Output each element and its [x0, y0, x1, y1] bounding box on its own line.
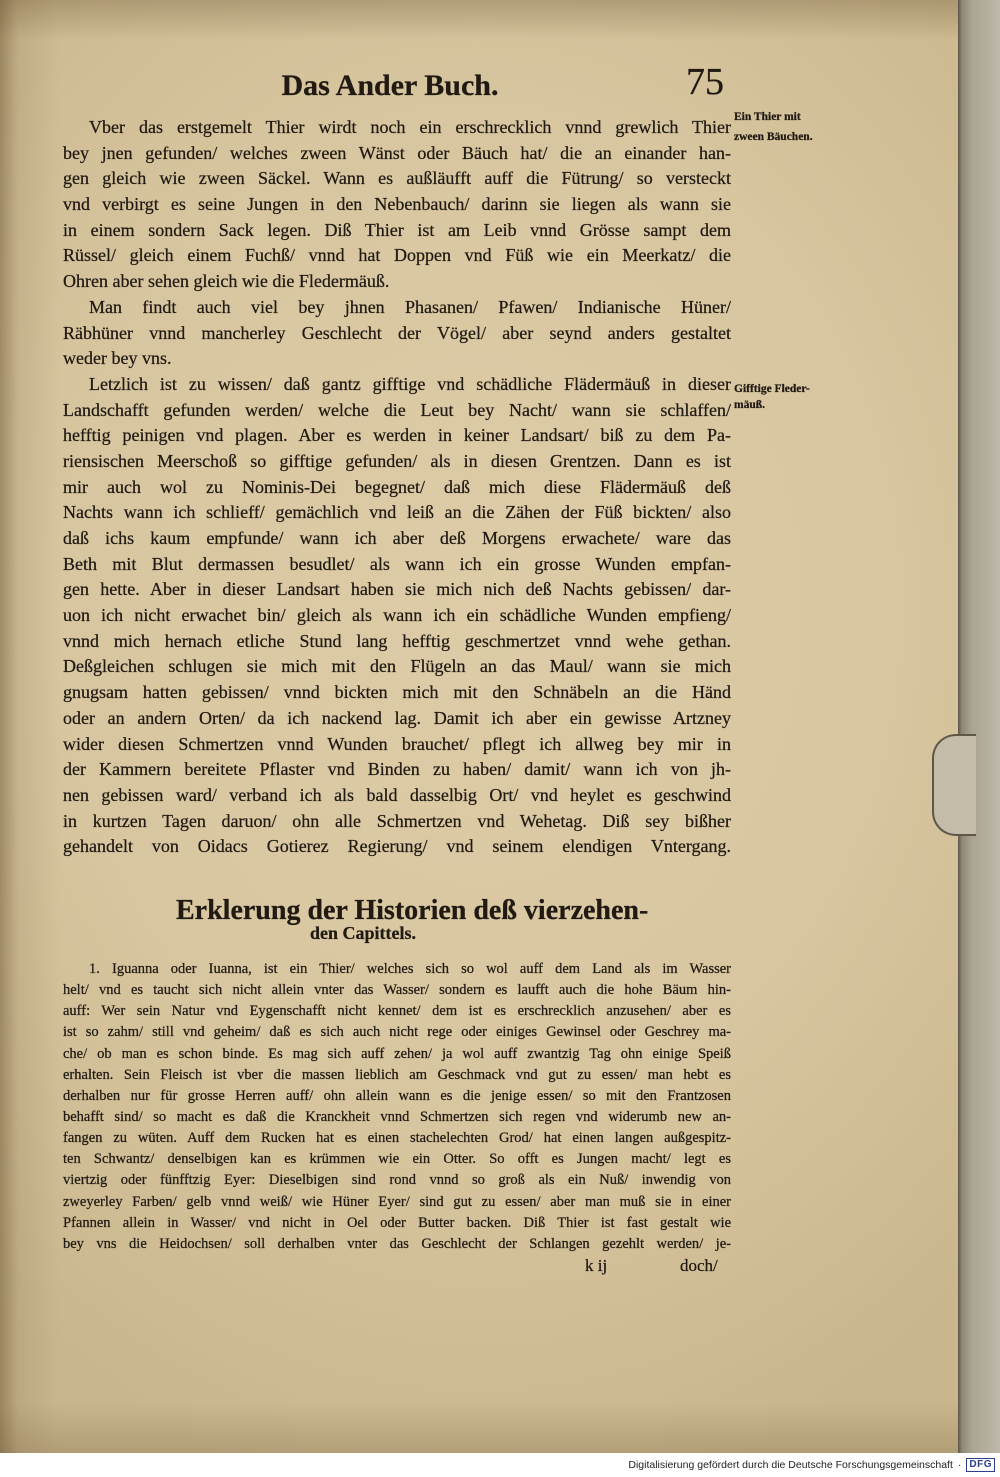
text-line: Letzlich ist zu wissen/ daß gantz gifftige vnd schädliche Flädermäuß in dieser [89, 373, 731, 394]
text-line: wider diesen Schmertzen vnnd Wunden brauchet/ pflegt ich allweg bey mir in [63, 733, 731, 754]
signature-mark: k ij [585, 1256, 608, 1275]
text-line: hefftig peinigen vnd plagen. Aber es werden in keiner Landsart/ biß zu dem Pa- [63, 425, 731, 446]
running-title: Das Ander Buch. [281, 69, 499, 102]
commentary-line: che/ ob man es schon binde. Es mag sich auff zehen/ ja wol auff zwantzig Tag ohn einige Speiß [63, 1045, 731, 1062]
commentary-line: ist so zahm/ still vnd geheim/ daß es sich auch nicht rege oder einiges Gewinsel oder Geschrey ma- [63, 1024, 731, 1041]
commentary-line: helt/ vnd es taucht sich nicht allein vnter das Wasser/ sondern es laufft auch die hohe Bäum hin- [63, 982, 731, 999]
marginal-note-line: zween Bäuchen. [734, 131, 813, 143]
page-number: 75 [686, 61, 724, 103]
commentary-line: zweyerley Farben/ gelb vnnd weiß/ wie Hüner Eyer/ sind gut zu essen/ aber man muß sie in einer [63, 1193, 731, 1210]
dfg-logo: DFG [966, 1458, 995, 1472]
text-line: der Kammern bereitete Pflaster vnd Binden zu haben/ damit/ wann ich von jh- [63, 759, 731, 780]
text-line: in kurtzen Tagen daruon/ ohn alle Schmertzen vnd Wehetag. Diß sey bißher [63, 810, 731, 831]
text-line: Vber das erstgemelt Thier wirdt noch ein erschrecklich vnnd grewlich Thier [89, 117, 731, 137]
text-line: Man findt auch viel bey jhnen Phasanen/ Pfawen/ Indianische Hüner/ [89, 296, 731, 317]
text-line: Rüssel/ gleich einem Fuchß/ vnnd hat Doppen vnd Füß wie ein Meerkatz/ die [63, 245, 731, 266]
marginal-note-line: Ein Thier mit [734, 111, 801, 123]
marginal-note [734, 381, 810, 413]
text-line: riensischen Meerschoß so gifftige gefunden/ als in diesen Grentzen. Dann es ist [63, 450, 731, 471]
marginal-note-line: Gifftige Fleder- [734, 383, 810, 395]
text-line: gen hette. Aber in dieser Landsart haben sie mich nich deß Nachts gebissen/ dar- [63, 579, 731, 600]
marginal-note-line: mäuß. [734, 399, 765, 411]
text-line: Ohren aber sehen gleich wie die Fledermäuß. [63, 271, 390, 292]
text-line: gehandelt von Oidacs Gotierez Regierung/ vnd seinem elendigen Vntergang. [63, 836, 731, 857]
marginal-note [734, 107, 813, 147]
text-line: in einem sondern Sack legen. Diß Thier ist am Leib vnnd Grösse sampt dem [63, 219, 731, 240]
text-line: gnugsam hatten gebissen/ vnnd bickten mich mit den Schnäbeln an die Händ [63, 682, 731, 703]
text-line: Landschafft gefunden werden/ welche die Leut bey Nacht/ wann sie schlaffen/ [63, 399, 731, 420]
text-line: uon ich nicht erwachet bin/ gleich als wann ich ein schädliche Wunden empfieng/ [63, 605, 731, 626]
catchword: doch/ [680, 1256, 718, 1275]
text-line: nen gebissen ward/ verband ich als bald dasselbig Ort/ vnd heylet es geschwind [63, 784, 731, 805]
page-edge [958, 0, 1000, 1453]
commentary-line: auff: Wer sein Natur vnd Eygenschafft nicht kennet/ dem ist es erschrecklich anzusehen/ aber es [63, 1003, 731, 1020]
commentary-text [63, 959, 731, 1255]
commentary-line: behafft sind/ so macht es daß die Kranckheit vnnd Schmertzen sich regen vnd widerumb new an- [63, 1108, 731, 1125]
section-heading: Erklerung der Historien deß vierzehen- [176, 895, 649, 926]
section-heading-continuation: den Capittels. [310, 923, 417, 943]
page-clip [932, 734, 976, 836]
text-line: Räbhüner vnnd mancherley Geschlecht der Vögel/ aber seynd anders gestaltet [63, 322, 731, 343]
commentary-line: erhalten. Sein Fleisch ist vber die massen lieblich am Geschmack vnd gut zu essen/ man hebt es [63, 1066, 731, 1083]
text-line: oder an andern Orten/ da ich nackend lag. Damit ich aber ein gewisse Artzney [63, 707, 731, 728]
commentary-line: Pfannen allein in Wasser/ vnd nicht in Oel oder Butter backen. Diß Thier ist fast gestalt wie [63, 1214, 731, 1231]
footer-bar [0, 1453, 1000, 1477]
text-line: Nachts wann ich schlieff/ gemächlich vnd leiß an die Zähen der Füß bickten/ also [63, 502, 731, 523]
footer-credit: Digitalisierung gefördert durch die Deutsche Forschungsgemeinschaft [628, 1459, 953, 1471]
commentary-line: bey vns die Heidochsen/ soll derhalben vnter das Geschlecht der Schlangen gezehlt werden/ je- [63, 1235, 731, 1252]
main-text [63, 115, 731, 860]
commentary-line: ten Schwantz/ denselbigen kan es krümmen wie ein Otter. So offt es Jungen macht/ legt es [63, 1151, 731, 1168]
commentary-line: 1. Iguanna oder Iuanna, ist ein Thier/ welches sich so wol auff dem Land als im Wasser [89, 961, 731, 977]
text-line: bey jnen gefunden/ welches zween Wänst oder Bäuch hat/ die an einander han- [63, 142, 731, 163]
text-line: gen gleich wie zween Säckel. Wann es außläufft auff die Fütrung/ so versteckt [63, 168, 731, 189]
text-line: vnnd mich hernach etliche Stund lang hefftig geschmertzet vnnd wehe gethan. [63, 630, 731, 651]
text-line: weder bey vns. [63, 348, 172, 369]
text-line: Deßgleichen schlugen sie mich mit den Flügeln an das Maul/ wann sie mich [63, 656, 731, 677]
text-line: vnd verbirgt es seine Jungen in den Nebenbauch/ darinn sie liegen als wann sie [63, 194, 731, 215]
text-line: daß ichs kaum empfunde/ wann ich aber deß Morgens erwachete/ ware das [63, 528, 731, 548]
text-line: Beth mit Blut dermassen besudlet/ als wann ich ein grosse Wunden empfan- [63, 553, 731, 574]
commentary-line: viertzig oder fünfftzig Eyer: Dieselbigen sind rond vnnd so groß als ein Nuß/ inwendig von [63, 1172, 731, 1189]
commentary-line: fangen zu wüten. Auff dem Rucken hat es einen stachelechten Grod/ hat einen langen außgespitz- [63, 1130, 731, 1147]
footer-separator: · [957, 1459, 962, 1471]
commentary-line: derhalben nur für grosse Herren auff/ ohn allein wann es die jenige essen/ so mit den Frantzosen [63, 1087, 731, 1104]
text-line: mir auch wol zu Nominis-Dei begegnet/ daß mich diese Flädermäuß deß [63, 476, 731, 497]
